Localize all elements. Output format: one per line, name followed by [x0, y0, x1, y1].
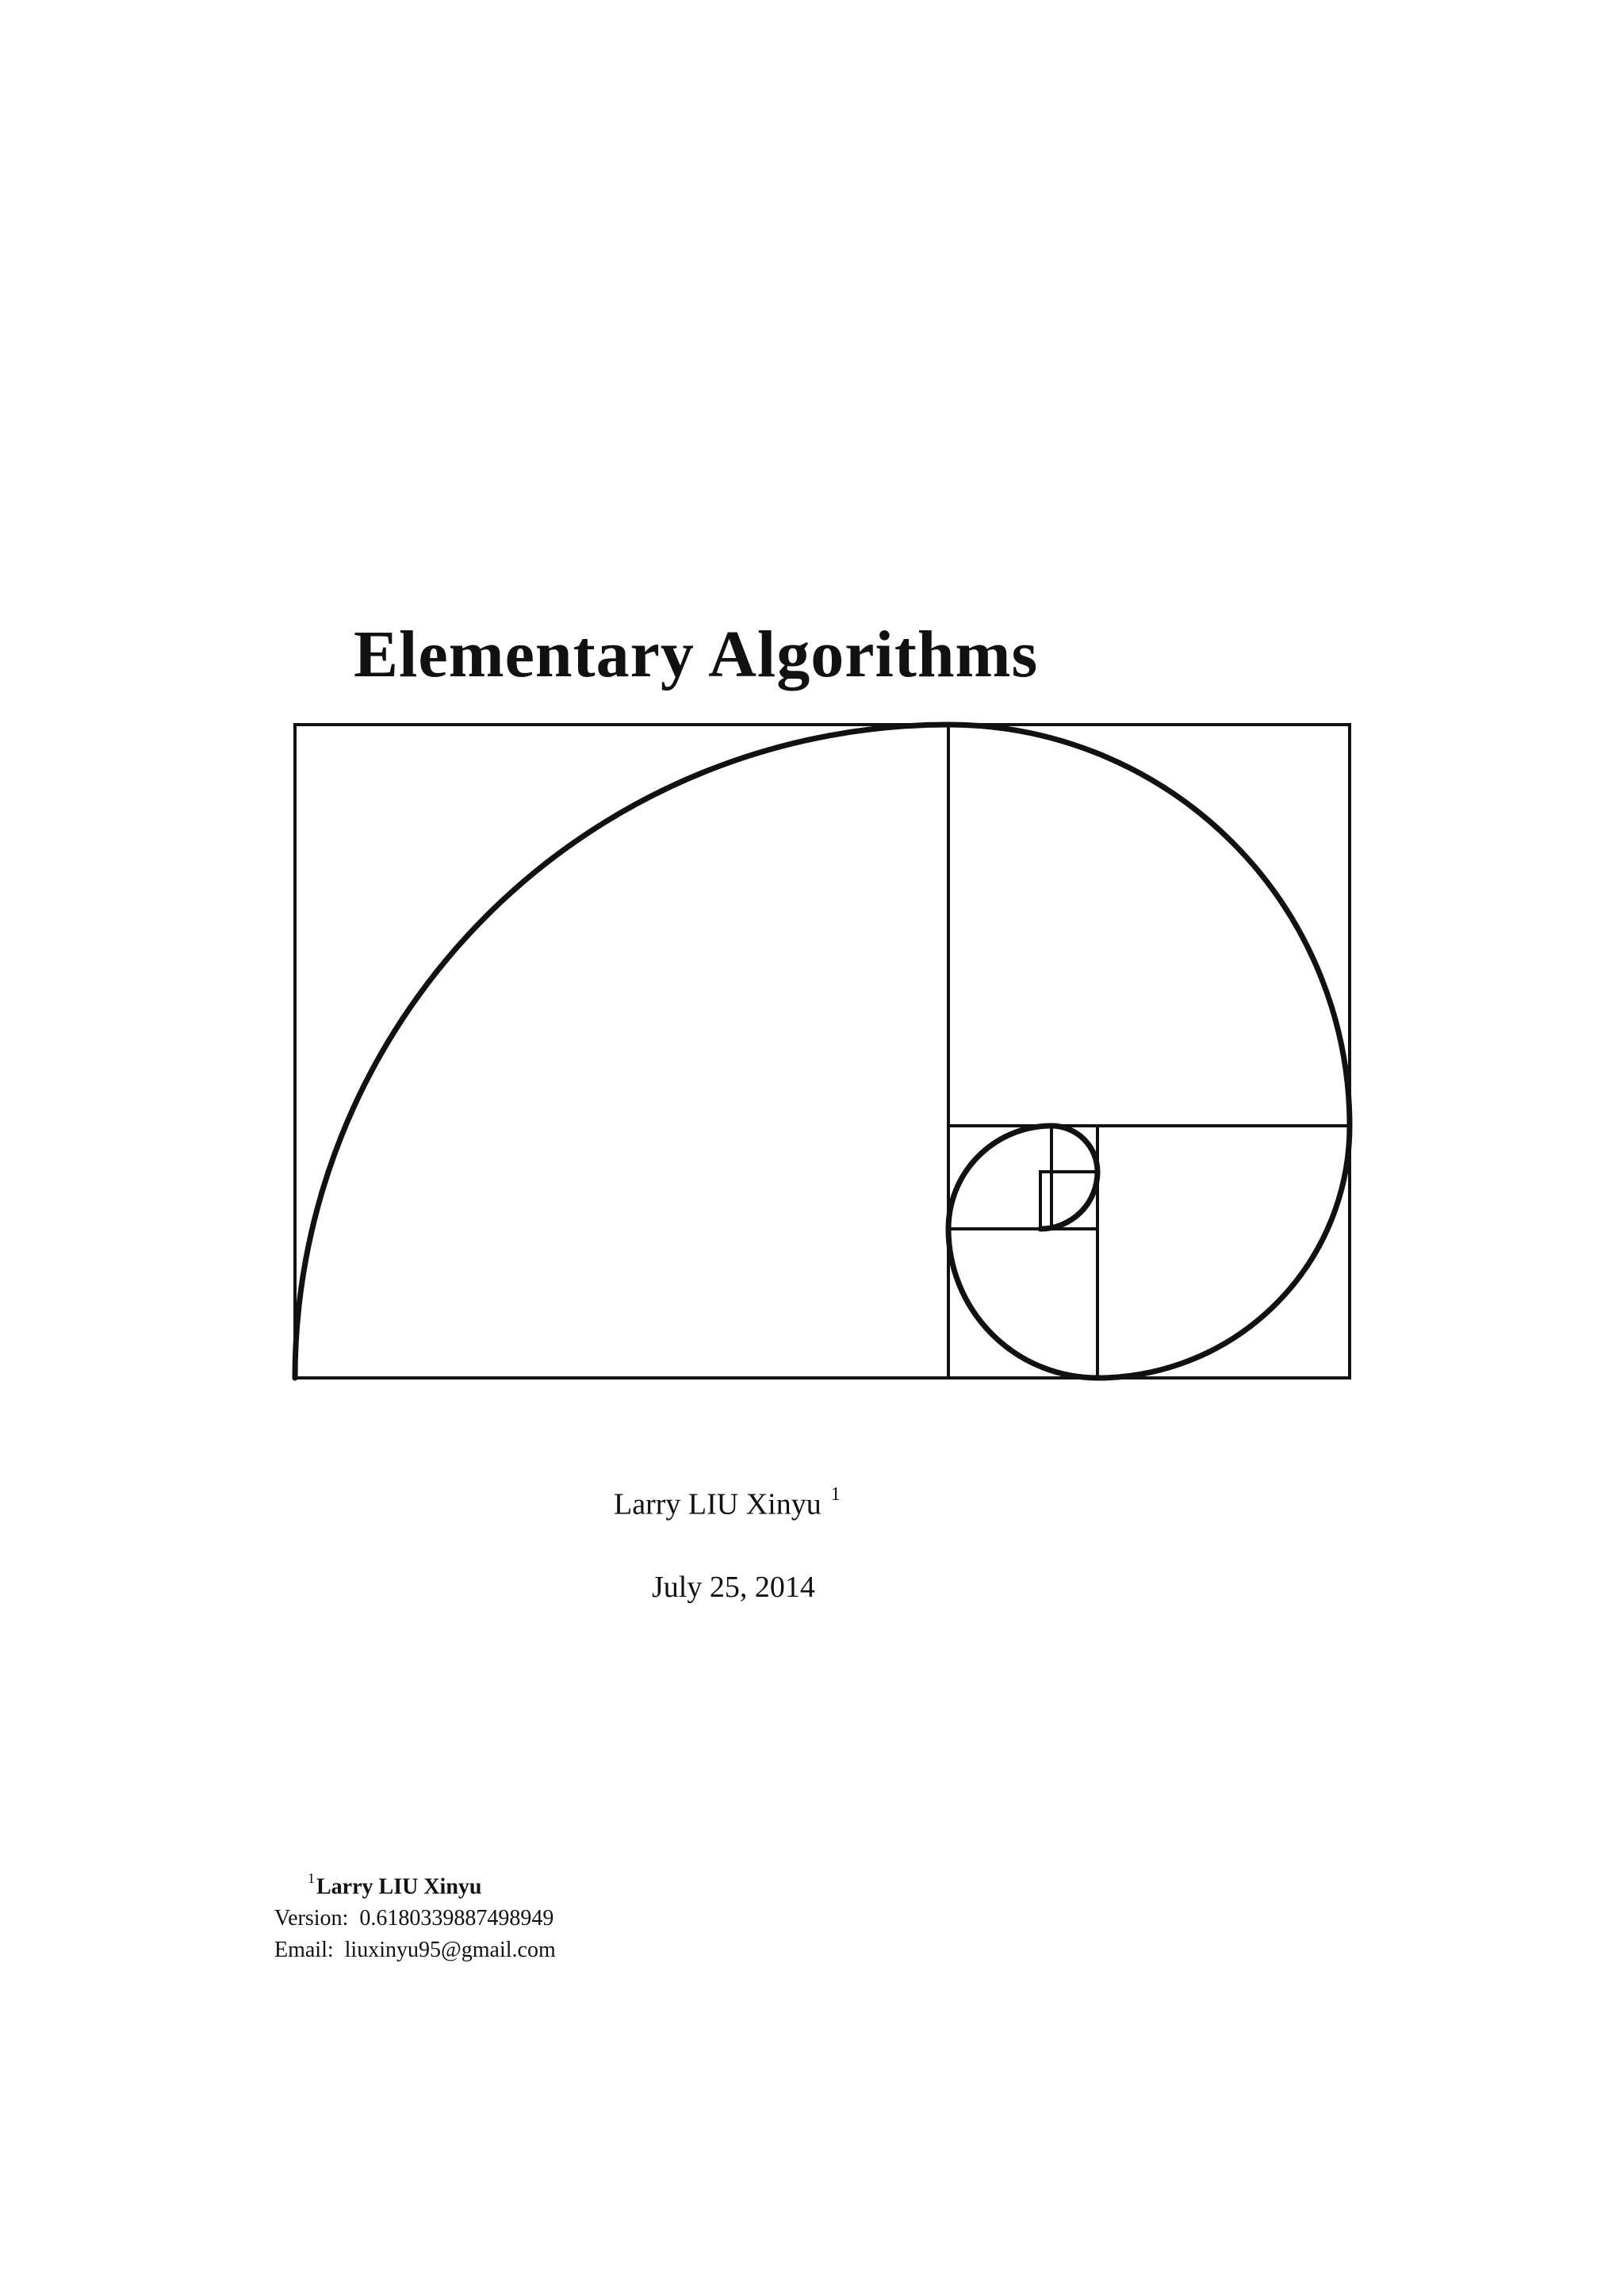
version-value: 0.6180339887498949	[359, 1906, 554, 1931]
email-value: liuxinyu95@gmail.com	[344, 1938, 556, 1963]
author-name: Larry LIU Xinyu	[614, 1487, 822, 1521]
page-title: Elementary Algorithms	[354, 618, 1039, 691]
golden-square-2	[948, 725, 1350, 1126]
footnote-version-line	[274, 1903, 556, 1934]
golden-square-3	[1097, 1126, 1350, 1378]
version-label: Version:	[274, 1906, 349, 1931]
golden-square-7	[1040, 1172, 1097, 1229]
golden-square-4	[948, 1229, 1097, 1378]
footnote-name: Larry LIU Xinyu	[316, 1874, 482, 1900]
golden-square-5	[948, 1126, 1051, 1229]
golden-spiral-curve	[295, 725, 1350, 1378]
footnote-email-line	[274, 1934, 556, 1966]
publication-date: July 25, 2014	[652, 1571, 815, 1604]
author-line	[614, 1484, 841, 1521]
footnote-name-line	[274, 1865, 556, 1903]
email-label: Email:	[274, 1938, 334, 1963]
footnote	[274, 1865, 556, 1966]
author-footnote-mark: 1	[830, 1484, 841, 1505]
golden-square-6	[1051, 1126, 1097, 1172]
footnote-mark: 1	[308, 1870, 315, 1886]
golden-square-1	[295, 725, 948, 1378]
golden-rectangle-outline	[295, 725, 1350, 1378]
